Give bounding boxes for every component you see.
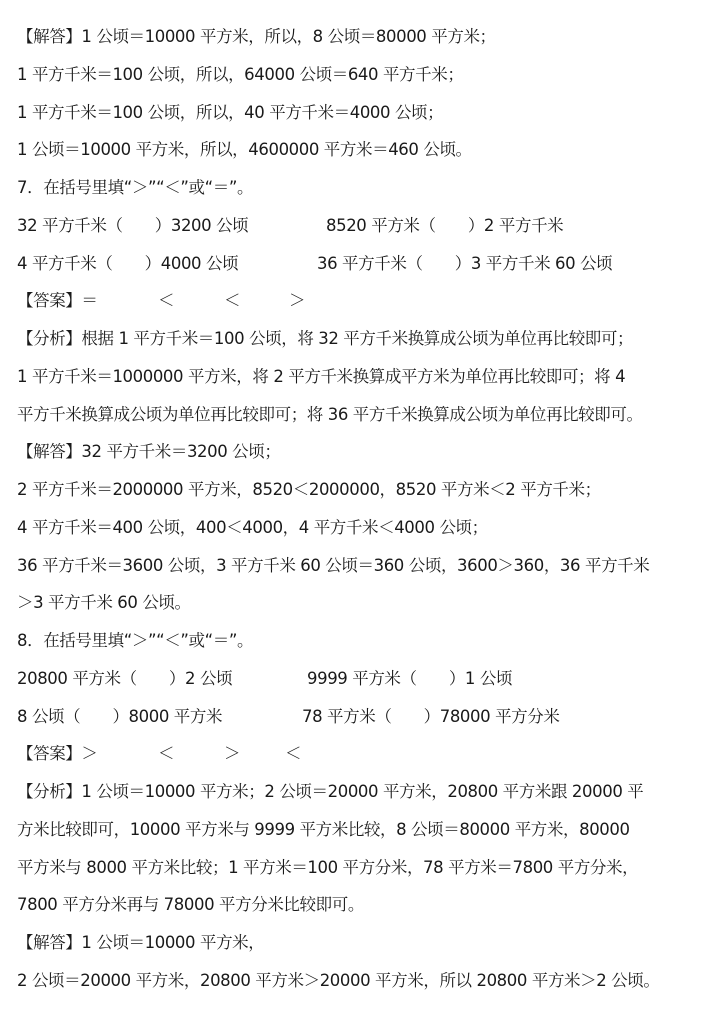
text-line: 2 公顷＝20000 平方米，20800 平方米＞20000 平方米，所以 20800 平方米＞2 公顷。 xyxy=(17,970,660,990)
text-line: 7．在括号里填“＞”“＜”或“＝”。 xyxy=(17,178,254,197)
text-line: 【解答】1 公顷＝10000 平方米， xyxy=(17,933,265,952)
question-row xyxy=(17,207,717,245)
text-line: 【解答】1 公顷＝10000 平方米，所以，8 公顷＝80000 平方米； xyxy=(17,27,496,46)
question-item: 4 平方千米（ ）4000 公顷 xyxy=(17,253,239,273)
answer-row xyxy=(17,735,717,773)
question-item: 20800 平方米（ ）2 公顷 xyxy=(17,668,233,688)
answer-cell: ＜ xyxy=(158,744,175,764)
text-line: 【分析】根据 1 平方千米＝100 公顷，将 32 平方千米换算成公顷为单位再比较即可； xyxy=(17,329,634,348)
text-line: 【分析】1 公顷＝10000 平方米；2 公顷＝20000 平方米，20800 平方米跟 20000 平 xyxy=(17,782,644,801)
answer-row xyxy=(17,282,717,320)
text-line: 1 公顷＝10000 平方米，所以，4600000 平方米＝460 公顷。 xyxy=(17,140,472,160)
answer-cell: 【答案】＞ xyxy=(17,744,98,764)
text-line: 36 平方千米＝3600 公顷，3 平方千米 60 公顷＝360 公顷，3600＞360，36 平方千米 xyxy=(17,555,650,575)
text-line: 7800 平方分米再与 78000 平方分米比较即可。 xyxy=(17,895,364,915)
question-item: 9999 平方米（ ）1 公顷 xyxy=(307,668,513,688)
document-body xyxy=(17,18,717,1000)
question-row xyxy=(17,698,717,736)
text-line: 方米比较即可，10000 平方米与 9999 平方米比较，8 公顷＝80000 平方米，80000 xyxy=(17,819,630,839)
text-line: 4 平方千米＝400 公顷，400＜4000，4 平方千米＜4000 公顷； xyxy=(17,517,488,537)
answer-cell: ＞ xyxy=(289,291,306,311)
question-row xyxy=(17,245,717,283)
text-line: 2 平方千米＝2000000 平方米，8520＜2000000，8520 平方米＜2 平方千米； xyxy=(17,480,601,499)
answer-cell: 【答案】＝ xyxy=(17,291,98,311)
answer-cell: ＜ xyxy=(285,744,302,764)
text-line: 8．在括号里填“＞”“＜”或“＝”。 xyxy=(17,631,254,650)
text-line: 1 平方千米＝100 公顷，所以，64000 公顷＝640 平方千米； xyxy=(17,64,464,84)
text-line: 平方千米换算成公顷为单位再比较即可；将 36 平方千米换算成公顷为单位再比较即可。 xyxy=(17,404,643,424)
text-line: 1 平方千米＝1000000 平方米，将 2 平方千米换算成平方米为单位再比较即可；将 4 xyxy=(17,366,626,386)
question-item: 78 平方米（ ）78000 平方分米 xyxy=(302,706,560,726)
question-item: 32 平方千米（ ）3200 公顷 xyxy=(17,215,249,235)
text-line: 【解答】32 平方千米＝3200 公顷； xyxy=(17,442,281,462)
text-line: ＞3 平方千米 60 公顷。 xyxy=(17,593,191,613)
text-line: 1 平方千米＝100 公顷，所以，40 平方千米＝4000 公顷； xyxy=(17,102,444,122)
question-item: 36 平方千米（ ）3 平方千米 60 公顷 xyxy=(317,253,613,273)
question-row xyxy=(17,660,717,698)
answer-cell: ＜ xyxy=(158,291,175,311)
question-item: 8520 平方米（ ）2 平方千米 xyxy=(326,215,564,235)
question-item: 8 公顷（ ）8000 平方米 xyxy=(17,706,223,726)
text-line: 平方米与 8000 平方米比较；1 平方米＝100 平方分米，78 平方米＝7800 平方分米， xyxy=(17,857,639,877)
answer-cell: ＜ xyxy=(224,291,241,311)
answer-cell: ＞ xyxy=(224,744,241,764)
